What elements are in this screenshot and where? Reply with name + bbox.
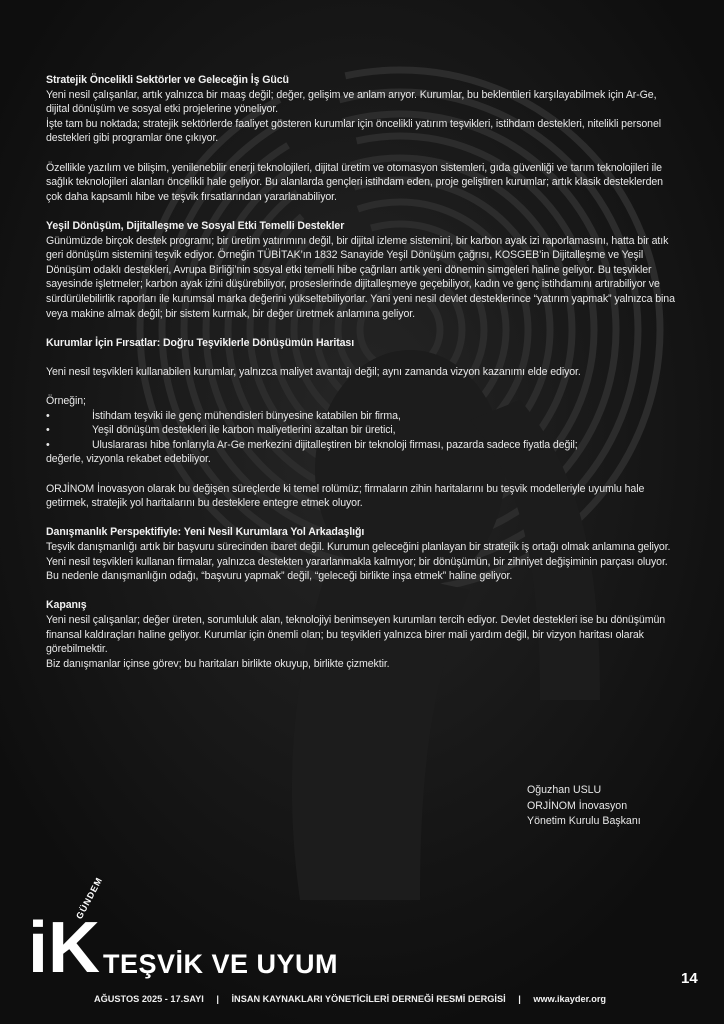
- page-number: 14: [681, 970, 698, 987]
- list-item-text: İstihdam teşviki ile genç mühendisleri bünyesine katabilen bir firma,: [92, 409, 401, 422]
- footer-line: [94, 994, 606, 1004]
- paragraph: Yeni nesil çalışanlar, artık yalnızca bir maaş değil; değer, gelişim ve anlam arıyor. Kurumlar, bu beklentileri karşılayabilmek için Ar-Ge, dijital dönüşüm ve sosyal etki projelerine yöneliyor.: [46, 88, 657, 116]
- logo-tag: GÜNDEM: [74, 875, 105, 921]
- paragraph: Teşvik danışmanlığı artık bir başvuru sürecinden ibaret değil. Kurumun geleceğini planlayan bir stratejik iş ortağı olmak anlamına geliyor. Yeni nesil teşvikleri kullanan firmalar, yalnızca destekten yararlanmakla kalmıyor; bir dönüşümün, bir zihniyet değişiminin parçası oluyor. Bu nedenle danışmanlığın odağı, “başvuru yapmak” değil, “geleceği birlikte inşa etmek” haline geliyor.: [46, 541, 671, 583]
- section-heading: Stratejik Öncelikli Sektörler ve Geleceğin İş Gücü: [46, 74, 289, 86]
- list-item-text: Yeşil dönüşüm destekleri ile karbon maliyetlerini azaltan bir üretici,: [92, 424, 396, 437]
- author-company: ORJİNOM İnovasyon: [527, 799, 628, 812]
- separator: |: [216, 994, 219, 1004]
- paragraph: Yeni nesil teşvikleri kullanabilen kurumlar, yalnızca maliyet avantajı değil; aynı zamanda vizyon kazanımı elde ediyor.: [46, 365, 581, 378]
- author-role: Yönetim Kurulu Başkanı: [527, 815, 641, 827]
- article-body: [46, 73, 681, 671]
- paragraph: Örneğin;: [46, 395, 86, 408]
- logo-letters: iK: [28, 908, 100, 988]
- section-title: TEŞVİK VE UYUM: [103, 949, 339, 979]
- list-item: [46, 423, 681, 438]
- list-item: [46, 409, 681, 424]
- bullet-icon: •: [46, 424, 50, 437]
- publication-name: İNSAN KAYNAKLARI YÖNETİCİLERİ DERNEĞİ RESMİ DERGİSİ: [231, 994, 506, 1004]
- bullet-icon: •: [46, 409, 50, 422]
- section-heading: Yeşil Dönüşüm, Dijitalleşme ve Sosyal Etki Temelli Destekler: [46, 219, 345, 232]
- paragraph: Biz danışmanlar içinse görev; bu haritaları birlikte okuyup, birlikte çizmektir.: [46, 657, 390, 670]
- section-heading: Kapanış: [46, 599, 87, 612]
- paragraph: Özellikle yazılım ve bilişim, yenilenebilir enerji teknolojileri, dijital üretim ve otomasyon sistemleri, gıda güvenliği ve tarım teknolojileri ile sağlık teknolojileri alanları öncelikli hale geliyor. Bu alanlarda gençleri istihdam eden, proje geliştiren kurumlar; artık klasik desteklerden çok daha kapsamlı hibe ve teşvik fırsatlarından yararlanabiliyor.: [46, 161, 663, 203]
- author-name: Oğuzhan USLU: [527, 784, 602, 796]
- list-item: [46, 438, 681, 453]
- paragraph: Yeni nesil çalışanlar; değer üreten, sorumluluk alan, teknolojiyi benimseyen kurumları tercih ediyor. Devlet destekleri ise bu dönüşümün finansal kaldıraçları haline geliyor. Kurumlar için önemli olan; bu teşvikleri yalnızca birer mali yardım değil, bir vizyon haritası olarak görebilmektir.: [46, 613, 666, 656]
- website-link[interactable]: www.ikayder.org: [533, 994, 607, 1004]
- paragraph: ORJİNOM İnovasyon olarak bu değişen süreçlerde ki temel rolümüz; firmaların zihin haritalarını bu teşvik modelleriyle uyumlu hale getirmek, stratejik yol haritalarını bu desteklere entegre etmek oluyor.: [46, 482, 645, 510]
- list-item-text: Uluslararası hibe fonlarıyla Ar-Ge merkezini dijitalleştiren bir teknoloji firması, pazarda sadece fiyatla değil;: [92, 438, 578, 451]
- section-heading: Kurumlar İçin Fırsatlar: Doğru Teşviklerle Dönüşümün Haritası: [46, 336, 355, 349]
- paragraph: değerle, vizyonla rekabet edebiliyor.: [46, 453, 211, 466]
- issue-info: AĞUSTOS 2025 - 17.SAYI: [94, 994, 204, 1004]
- author-signature: [527, 783, 641, 830]
- separator: |: [518, 994, 521, 1004]
- section-heading: Danışmanlık Perspektifiyle: Yeni Nesil Kurumlara Yol Arkadaşlığı: [46, 526, 365, 539]
- paragraph: Günümüzde birçok destek programı; bir üretim yatırımını değil, bir dijital izleme sistemini, bir karbon ayak izi raporlamasını, hatta bir atık geri dönüşüm sistemini teşvik ediyor. Örneğin TÜBİTAK’ın 1832 Sanayide Yeşil Dönüşüm çağrısı, KOSGEB’in Dijitalleşme ve Yeşil Dönüşüm odaklı destekleri, Avrupa Birliği’nin sosyal etki temelli hibe çağrıları artık yeni dönemin simgeleri haline geliyor. Bu teşvikler sayesinde işletmeler; karbon ayak izini düşürebiliyor, proseslerinde dijitalleşmeye geçebiliyor, kadın ve genç istihdamını artırabiliyor ve sürdürülebilirlik raporları ile kurumsal marka değerini yükseltebiliyorlar. Yani yeni nesil devlet desteklerince “yatırım yapmak” yalnızca bina veya makine almak değil; bir sistem kurmak, bir değer üretmek anlamına geliyor.: [46, 234, 675, 320]
- paragraph: İşte tam bu noktada; stratejik sektörlerde faaliyet gösteren kurumlar için öncelikli yatırım teşvikleri, istihdam destekleri, nitelikli personel destekleri gibi programlar öne çıkıyor.: [46, 117, 662, 145]
- bullet-icon: •: [46, 438, 50, 451]
